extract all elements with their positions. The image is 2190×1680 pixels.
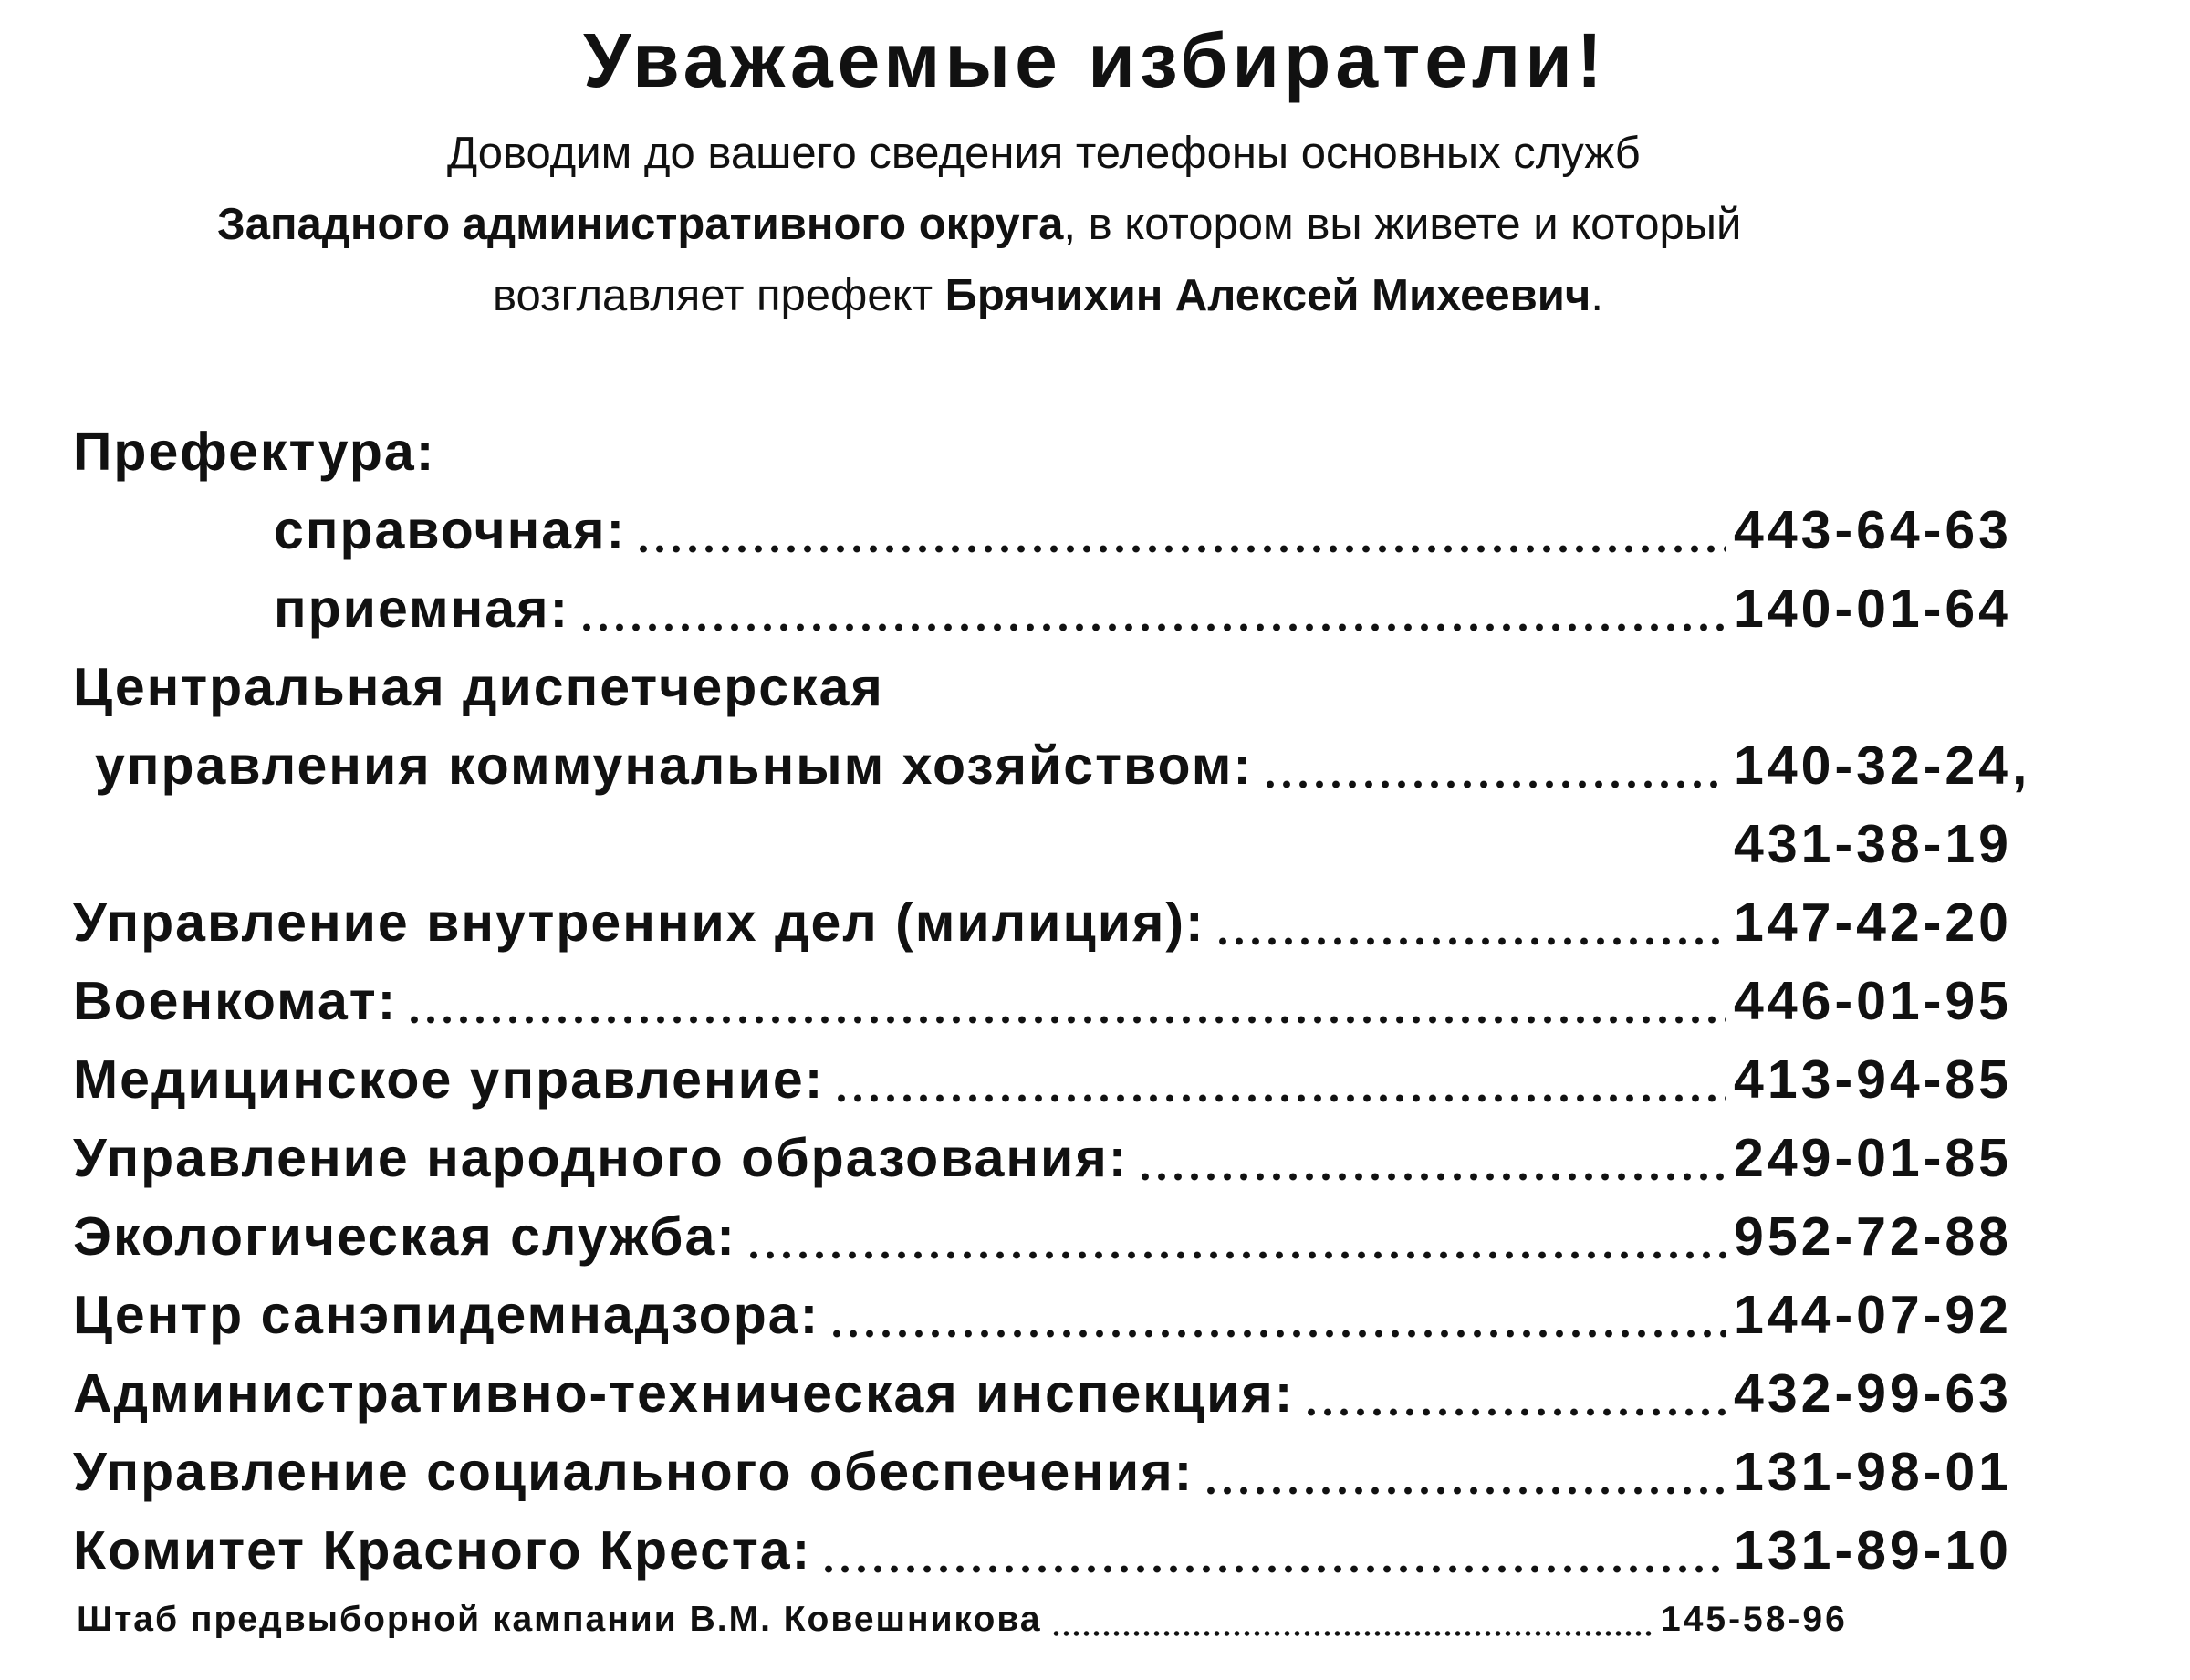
entry-label: Управление внутренних дел (милиция): [73, 892, 1205, 953]
prefecture-heading: Префектура: [73, 422, 436, 482]
dot-leader [1051, 1631, 1653, 1636]
entry-phone: 432-99-63 [1734, 1363, 2012, 1424]
entry-sanitary [73, 1278, 2080, 1351]
entry-reference [73, 494, 2080, 567]
dot-leader [1303, 1408, 1726, 1416]
entry-label: Экологическая служба: [73, 1206, 736, 1267]
entry-medical [73, 1043, 2080, 1116]
entry-label: Военкомат: [73, 971, 398, 1031]
intro-line-2 [217, 197, 1741, 252]
intro-line-3 [493, 268, 1603, 323]
entry-phone: 413-94-85 [1734, 1049, 2012, 1110]
district-name: Западного административного округа [217, 200, 1064, 249]
prefect-name: Брячихин Алексей Михеевич [944, 271, 1591, 320]
entry-phone: 443-64-63 [1734, 500, 2012, 560]
entry-label: Управление социального обеспечения: [73, 1442, 1194, 1502]
entry-phone: 131-89-10 [1734, 1520, 2012, 1581]
entry-label: Медицинское управление: [73, 1049, 825, 1110]
entry-red-cross [73, 1514, 2080, 1587]
dot-leader [635, 545, 1726, 553]
intro-text-3-end: . [1590, 271, 1603, 320]
entry-label: Центр санэпидемнадзора: [73, 1285, 820, 1345]
entry-phone: 446-01-95 [1734, 971, 2012, 1031]
entry-reception [73, 572, 2080, 645]
entry-inspection [73, 1357, 2080, 1430]
dot-leader [1137, 1173, 1726, 1181]
footer-phone: 145-58-96 [1661, 1600, 1848, 1639]
page-title-text: Уважаемые избиратели! [583, 17, 1607, 103]
intro-text-3: возглавляет префект [493, 271, 945, 320]
prefecture-heading-row [73, 415, 2080, 488]
entry-dispatch [73, 729, 2080, 802]
entry-label: Административно-техническая инспекция: [73, 1363, 1295, 1424]
dot-leader [1203, 1487, 1726, 1495]
dot-leader [746, 1251, 1726, 1259]
dot-leader [1262, 780, 1726, 788]
dot-leader [829, 1330, 1726, 1338]
entry-phone: 140-32-24, [1734, 736, 2031, 796]
dispatch-heading-row [73, 651, 2080, 724]
entry-label: Управление народного образования: [73, 1128, 1129, 1188]
entry-label: управления коммунальным хозяйством: [95, 736, 1254, 796]
entry-military [73, 965, 2080, 1038]
entry-phone: 140-01-64 [1734, 579, 2012, 639]
entry-education [73, 1122, 2080, 1195]
page-title [0, 16, 2190, 105]
entry-dispatch-extra [73, 808, 2080, 881]
entry-label: приемная: [274, 579, 570, 639]
dot-leader [579, 623, 1726, 631]
entry-phone: 431-38-19 [1734, 814, 2012, 874]
entry-ecology [73, 1200, 2080, 1273]
entry-phone: 249-01-85 [1734, 1128, 2012, 1188]
entry-social [73, 1435, 2080, 1508]
entry-label: справочная: [274, 500, 627, 560]
intro-line-1 [447, 126, 1641, 181]
entry-phone: 952-72-88 [1734, 1206, 2012, 1267]
entry-label: Комитет Красного Креста: [73, 1520, 812, 1581]
intro-text-2: , в котором вы живете и который [1063, 200, 1742, 249]
footer-label: Штаб предвыборной кампании В.М. Ковешникова [77, 1600, 1042, 1639]
entry-phone: 131-98-01 [1734, 1442, 2012, 1502]
campaign-hq-footer [77, 1588, 1993, 1652]
dot-leader [833, 1094, 1726, 1102]
entry-phone: 147-42-20 [1734, 892, 2012, 953]
dot-leader [820, 1565, 1726, 1573]
dot-leader [1215, 937, 1726, 945]
intro-text-1: Доводим до вашего сведения телефоны основных служб [447, 129, 1641, 178]
dot-leader [406, 1016, 1726, 1024]
entry-label: Центральная диспетчерская [73, 657, 884, 717]
entry-phone: 144-07-92 [1734, 1285, 2012, 1345]
entry-police [73, 886, 2080, 959]
